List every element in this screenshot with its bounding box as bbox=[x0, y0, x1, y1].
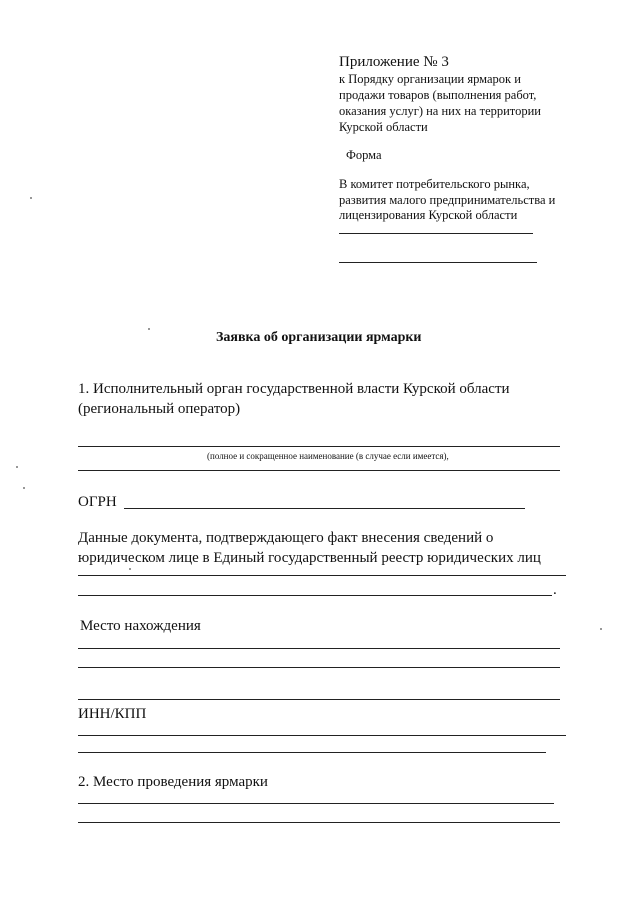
inn-kpp-label: ИНН/КПП bbox=[78, 706, 147, 722]
addressee-line-2: развития малого предпринимательства и bbox=[339, 193, 556, 207]
addressee-line-3: лицензирования Курской области bbox=[339, 208, 518, 222]
name-field-line[interactable] bbox=[78, 446, 560, 447]
form-label: Форма bbox=[346, 148, 382, 162]
venue-field-line-2[interactable] bbox=[78, 822, 560, 823]
appendix-line-4: Курской области bbox=[339, 120, 428, 134]
egrul-end-mark: . bbox=[553, 582, 557, 598]
ogrn-field-line[interactable] bbox=[124, 508, 525, 509]
appendix-line-1: к Порядку организации ярмарок и bbox=[339, 72, 521, 86]
inn-kpp-field-line-2[interactable] bbox=[78, 752, 546, 753]
section1-title-line-2: (региональный оператор) bbox=[78, 401, 241, 417]
addressee-line-1: В комитет потребительского рынка, bbox=[339, 177, 530, 191]
egrul-text-line-2: юридическом лице в Единый государственный реестр юридических лиц bbox=[78, 550, 541, 566]
scan-speck bbox=[129, 568, 131, 570]
scan-speck bbox=[30, 197, 32, 199]
egrul-text-line-1: Данные документа, подтверждающего факт внесения сведений о bbox=[78, 530, 494, 546]
appendix-title: Приложение № 3 bbox=[339, 54, 449, 70]
scan-speck bbox=[600, 628, 602, 630]
venue-field-line-1[interactable] bbox=[78, 803, 554, 804]
inn-kpp-field-line-1[interactable] bbox=[78, 735, 566, 736]
name-field-hint: (полное и сокращенное наименование (в случае если имеется), bbox=[207, 451, 449, 461]
location-field-line-1[interactable] bbox=[78, 648, 560, 649]
section2-title: 2. Место проведения ярмарки bbox=[78, 774, 268, 790]
addressee-blank-line-2[interactable] bbox=[339, 262, 537, 263]
scan-speck bbox=[148, 328, 150, 330]
scan-speck bbox=[16, 466, 18, 468]
section1-title-line-1: 1. Исполнительный орган государственной власти Курской области bbox=[78, 381, 510, 397]
location-field-line-3[interactable] bbox=[78, 699, 560, 700]
appendix-line-3: оказания услуг) на них на территории bbox=[339, 104, 541, 118]
location-field-line-2[interactable] bbox=[78, 667, 560, 668]
name-field-line-2[interactable] bbox=[78, 470, 560, 471]
appendix-line-2: продажи товаров (выполнения работ, bbox=[339, 88, 537, 102]
document-heading: Заявка об организации ярмарки bbox=[216, 330, 422, 345]
scan-speck bbox=[23, 487, 25, 489]
egrul-field-line-1[interactable] bbox=[78, 575, 566, 576]
egrul-field-line-2[interactable] bbox=[78, 595, 552, 596]
addressee-blank-line-1[interactable] bbox=[339, 233, 533, 234]
location-label: Место нахождения bbox=[80, 618, 201, 634]
ogrn-label: ОГРН bbox=[78, 494, 117, 510]
